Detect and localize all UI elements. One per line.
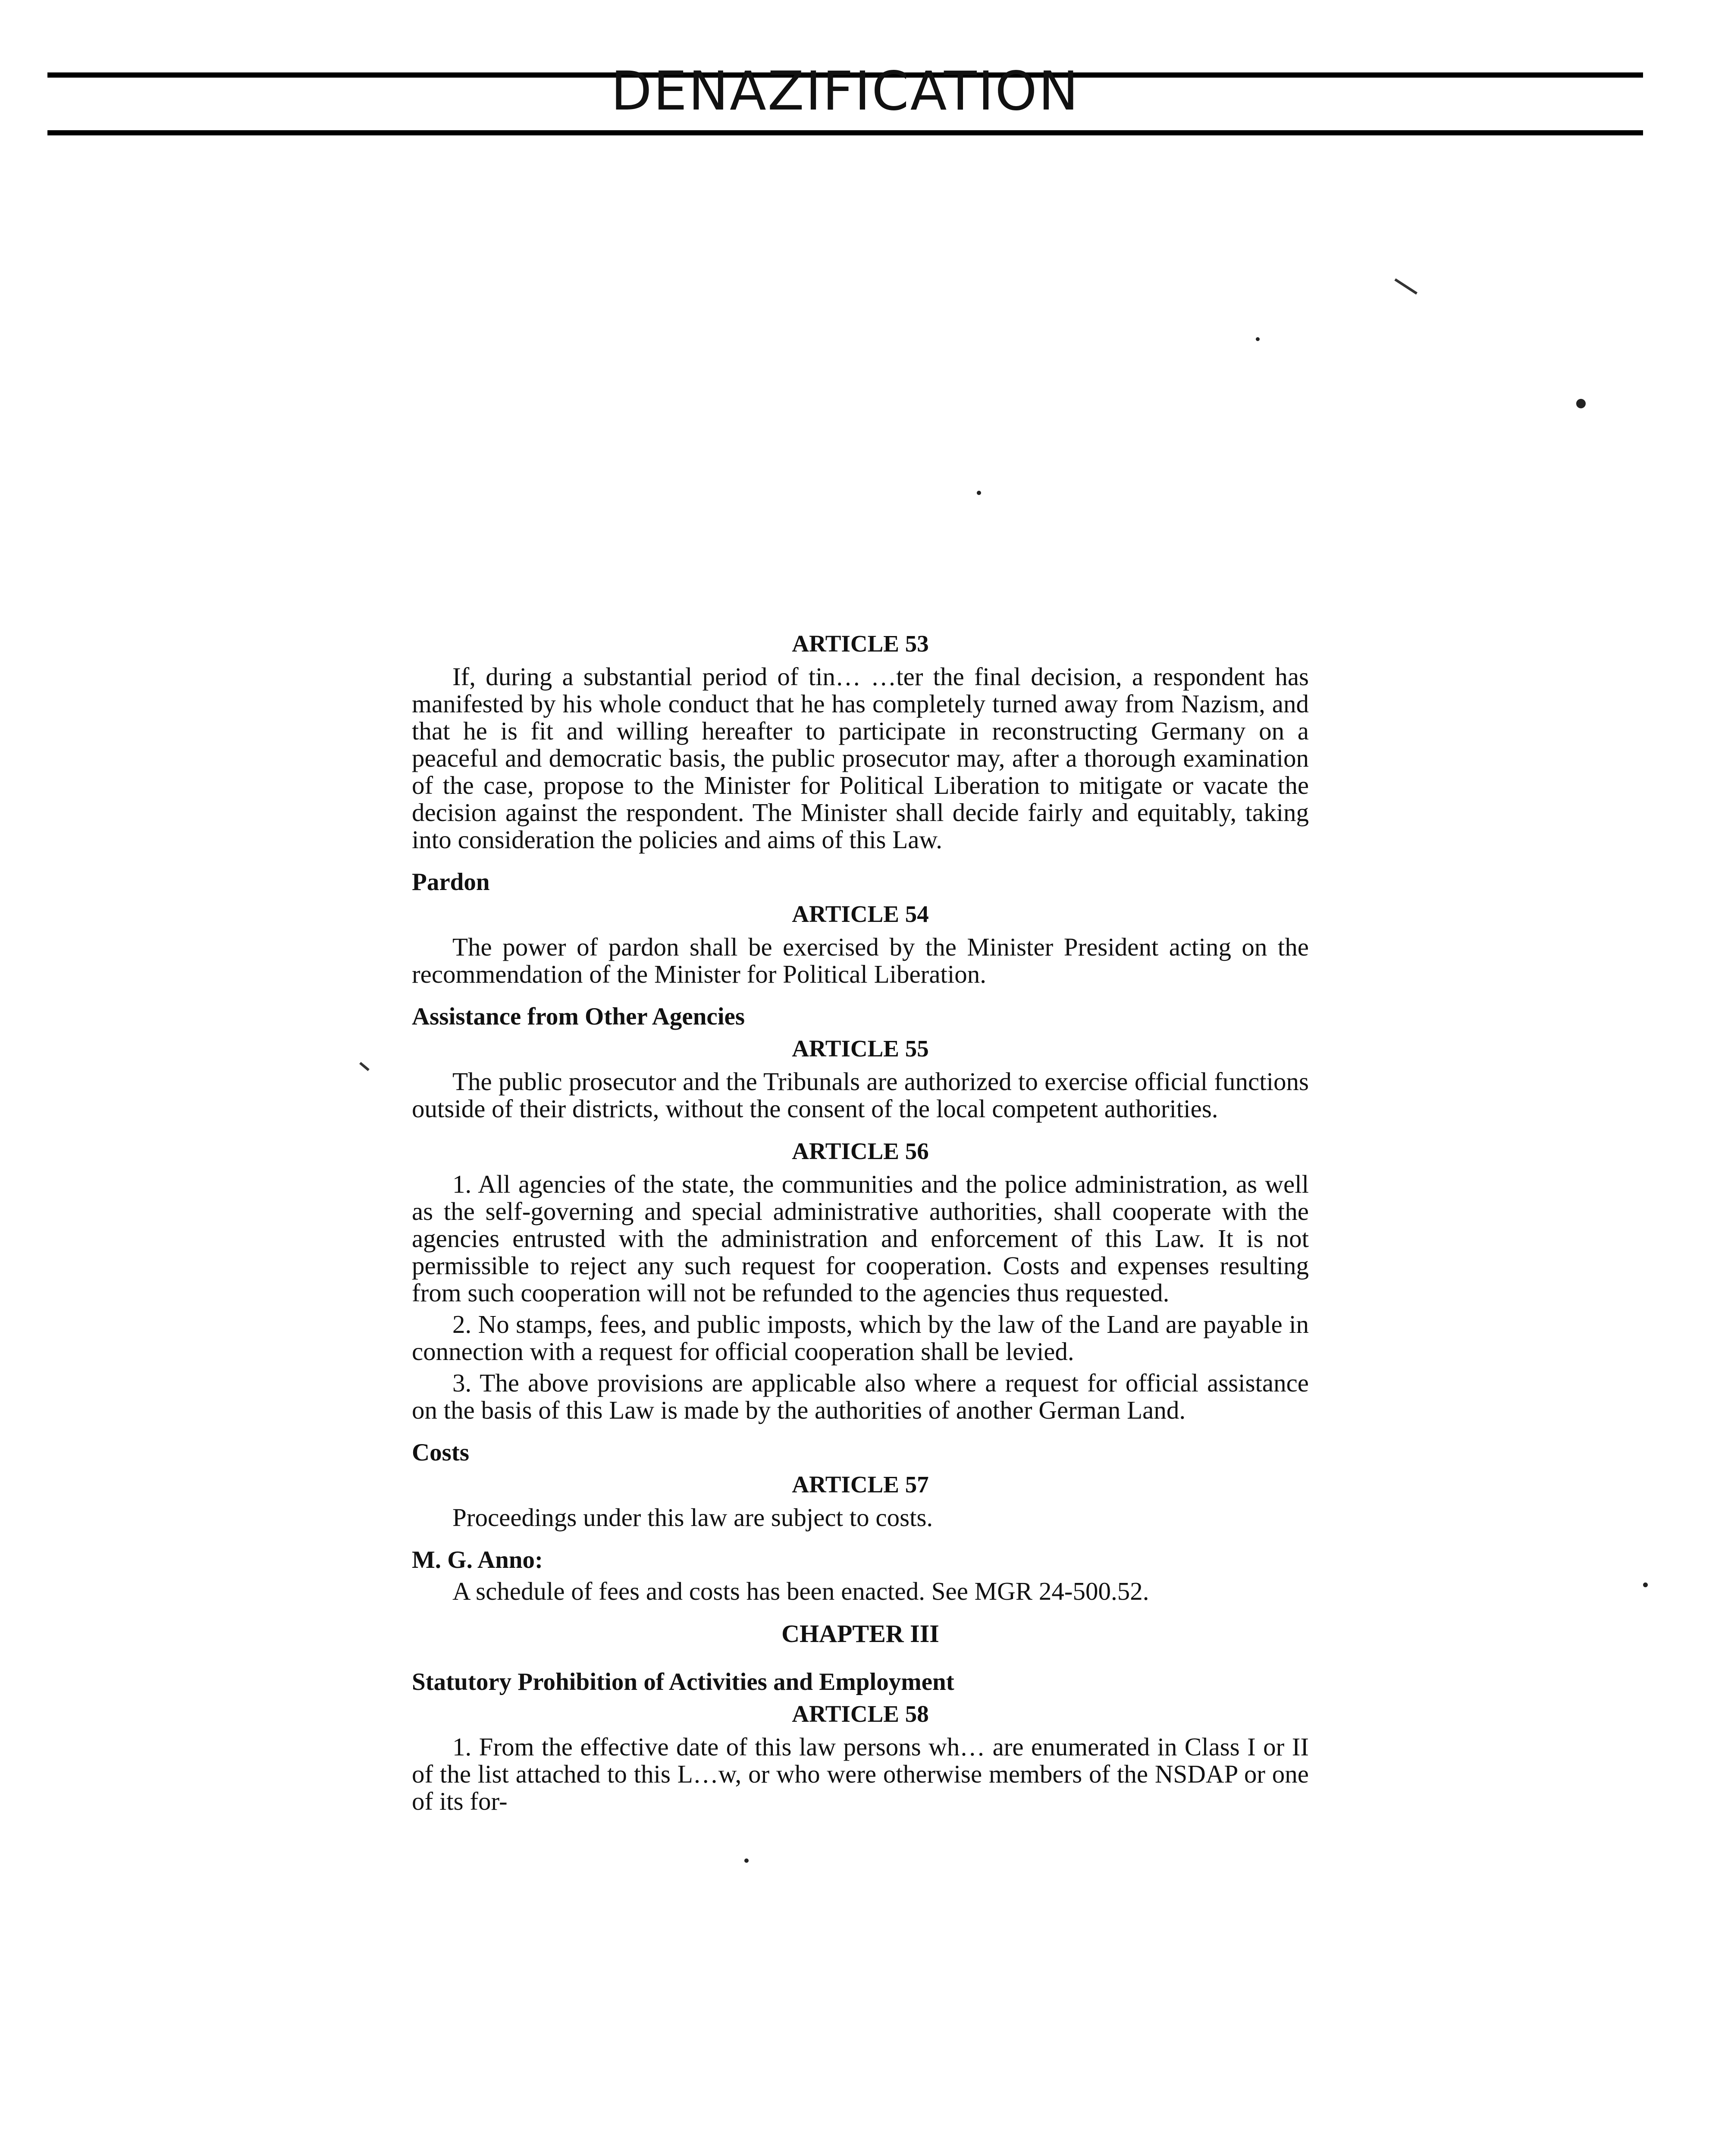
scan-mark [1394,278,1418,295]
article-57-heading: ARTICLE 57 [792,1471,929,1498]
scan-speck [977,491,981,495]
assistance-heading: Assistance from Other Agencies [412,1003,745,1030]
article-55-heading: ARTICLE 55 [792,1035,929,1062]
article-56-heading: ARTICLE 56 [792,1138,929,1164]
chapter-heading: CHAPTER III [781,1620,939,1648]
article-58-heading: ARTICLE 58 [792,1701,929,1727]
article-56-paragraph-2: 2. No stamps, fees, and public imposts, which by the law of the Land are payable in connection with a request for official cooperation shall be levied. [412,1310,1309,1366]
running-header-title: DENAZIFICATION [611,60,1080,122]
article-column [412,630,1309,1819]
article-58-text: 1. From the effective date of this law persons wh… are enumerated in Class I or II of the list attached to this L…w, or who were otherwise members of the NSDAP or one of its for- [412,1733,1309,1815]
article-54-text: The power of pardon shall be exercised by the Minister President acting on the recommendation of the Minister for Political Liberation. [412,933,1309,988]
scan-speck [744,1858,749,1863]
article-56-paragraph-3: 3. The above provisions are applicable also where a request for official assistance on the basis of this Law is made by the authorities of another German Land. [412,1369,1309,1424]
mg-anno-text: A schedule of fees and costs has been enacted. See MGR 24-500.52. [452,1577,1149,1605]
scan-speck [1256,337,1260,341]
article-53-heading: ARTICLE 53 [792,630,929,657]
scan-mark [359,1062,370,1071]
prohibition-heading: Statutory Prohibition of Activities and Employment [412,1668,954,1695]
header-rule-bottom [47,130,1643,135]
pardon-heading: Pardon [412,868,490,896]
article-54-heading: ARTICLE 54 [792,901,929,927]
article-56-paragraph-1: 1. All agencies of the state, the communities and the police administration, as well as the self-governing and special administrative authorities, shall cooperate with the agencies entrusted with the administration and enforcement of this Law. It is not permissible to reject any such request for cooperation. Costs and expenses resulting from such cooperation will not be refunded to the agencies thus requested. [412,1170,1309,1307]
scan-speck [1643,1583,1648,1587]
article-55-text: The public prosecutor and the Tribunals are authorized to exercise official functions outside of their districts, without the consent of the local competent authorities. [412,1067,1309,1123]
scan-speck [1576,399,1586,408]
article-53-text: If, during a substantial period of tin… …ter the final decision, a respondent has manifested by his whole conduct that he has completely turned away from Nazism, and that he is fit and willing hereafter to participate in reconstructing Germany on a peaceful and democratic basis, the public prosecutor may, after a thorough examination of the case, propose to the Minister for Political Liberation to mitigate or vacate the decision against the respondent. The Minister shall decide fairly and equitably, taking into consideration the policies and aims of this Law. [412,662,1309,854]
article-57-text: Proceedings under this law are subject to costs. [452,1503,933,1532]
mg-anno-heading: M. G. Anno: [412,1546,543,1573]
costs-heading: Costs [412,1439,470,1466]
